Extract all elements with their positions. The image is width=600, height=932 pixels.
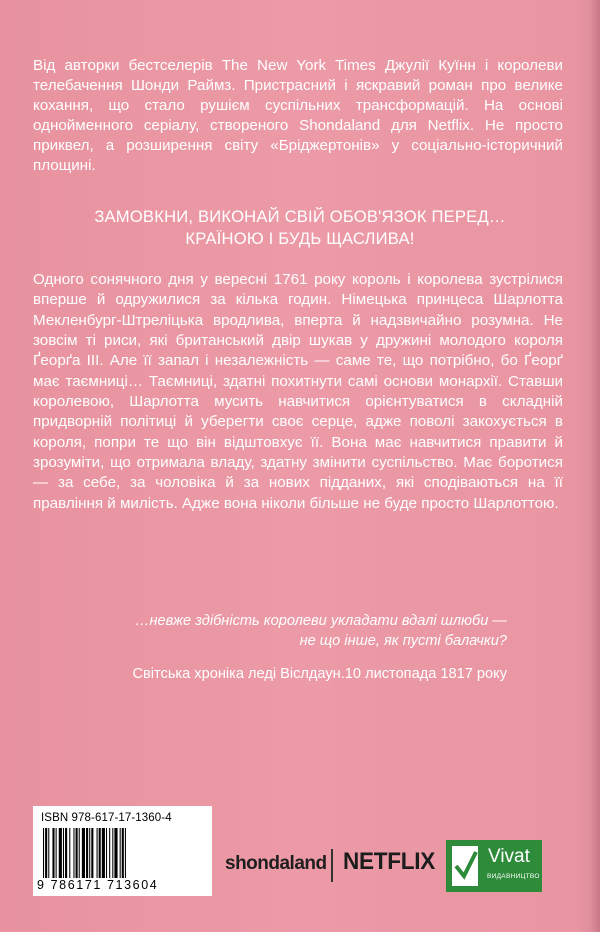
barcode-bar	[82, 828, 85, 878]
synopsis-paragraph: Одного сонячного дня у вересні 1761 року король і королева зустрілися вперше й одружилися за кілька годин. Німецька принцеса Шарлотта Мекленбург-Штреліцька вродлива, вперта й надзвичайно розумна. Не зовсім ті риси, які британський двір шукав у дружині молодого короля Ґеорґа ІІІ. Але її запал і незалежність — саме те, що потрібно, бо Ґеорґ має таємниці… Таємниці, здатні похитнути самі основи монархії. Ставши королевою, Шарлотта мусить навчитися орієнтуватися в складній придворній політиці й уберегти своє серце, адже поволі закохується в короля, попри те що він відштовхує її. Вона має навчитися правити й зрозуміти, що отримала владу, здатну змінити суспільство. Має боротися — за себе, за чоловіка й за нових підданих, які сподіваються на її правління й милість. Адже вона ніколи більше не буде просто Шарлоттою.	[33, 271, 563, 512]
logo-divider	[331, 849, 333, 882]
barcode-bar	[102, 828, 105, 878]
barcode-bar	[89, 828, 90, 878]
intro-paragraph: Від авторки бестселерів The New York Times Джулії Куїнн і королеви телебачення Шонди Раймз. Пристрасний і яскравий роман про велике кохання, що стало рушієм суспільних трансформацій. На основі однойменного серіалу, створеного Shondaland для Netflix. Не просто приквел, а розширення світу «Бріджертонів» у соціально-історичний площині.	[33, 57, 563, 174]
slogan-line-2: КРАЇНОЮ І БУДЬ ЩАСЛИВА!	[185, 229, 415, 248]
barcode-bar	[59, 828, 62, 878]
netflix-logo: NETFLIX	[343, 848, 435, 875]
barcode-bar	[56, 828, 57, 878]
barcode-bar	[65, 828, 67, 878]
barcode-bar	[73, 828, 74, 878]
barcode	[33, 806, 212, 896]
barcode-digits: 9 786171 713604	[37, 878, 159, 892]
barcode-bar	[106, 828, 107, 878]
barcode-bar	[48, 828, 49, 878]
slogan-line-1: ЗАМОВКНИ, ВИКОНАЙ СВІЙ ОБОВ'ЯЗОК ПЕРЕД…	[94, 207, 506, 226]
barcode-bar	[97, 828, 98, 878]
vivat-logo-subtext: ВИДАВНИЦТВО	[487, 873, 540, 880]
barcode-bar	[91, 828, 93, 878]
barcode-bars	[43, 828, 203, 878]
barcode-bar	[120, 828, 121, 878]
barcode-bar	[114, 828, 117, 878]
barcode-bar	[79, 828, 80, 878]
isbn-label: ISBN 978-617-17-1360-4	[41, 812, 172, 824]
barcode-bar	[99, 828, 101, 878]
barcode-bar	[52, 828, 54, 878]
barcode-bar	[112, 828, 113, 878]
barcode-bar	[125, 828, 126, 878]
cover-edge-shadow	[590, 0, 600, 932]
barcode-bar	[122, 828, 124, 878]
barcode-bar	[69, 828, 70, 878]
slogan	[0, 206, 600, 250]
barcode-bar	[43, 828, 44, 878]
vivat-logo-text: Vivat	[488, 846, 530, 867]
barcode-bar	[86, 828, 88, 878]
barcode-bar	[76, 828, 78, 878]
shondaland-logo: shondaland	[225, 853, 327, 874]
barcode-bar	[63, 828, 64, 878]
quote-line-2: не що інше, як пусті балачки?	[299, 633, 507, 649]
quote-attribution: Світська хроніка леді Віслдаун.10 листопада 1817 року	[132, 666, 507, 682]
quote-line-1: …невже здібність королеви укладати вдалі шлюби —	[134, 613, 507, 629]
barcode-bar	[109, 828, 110, 878]
epigraph-quote	[135, 611, 507, 651]
barcode-bar	[45, 828, 47, 878]
